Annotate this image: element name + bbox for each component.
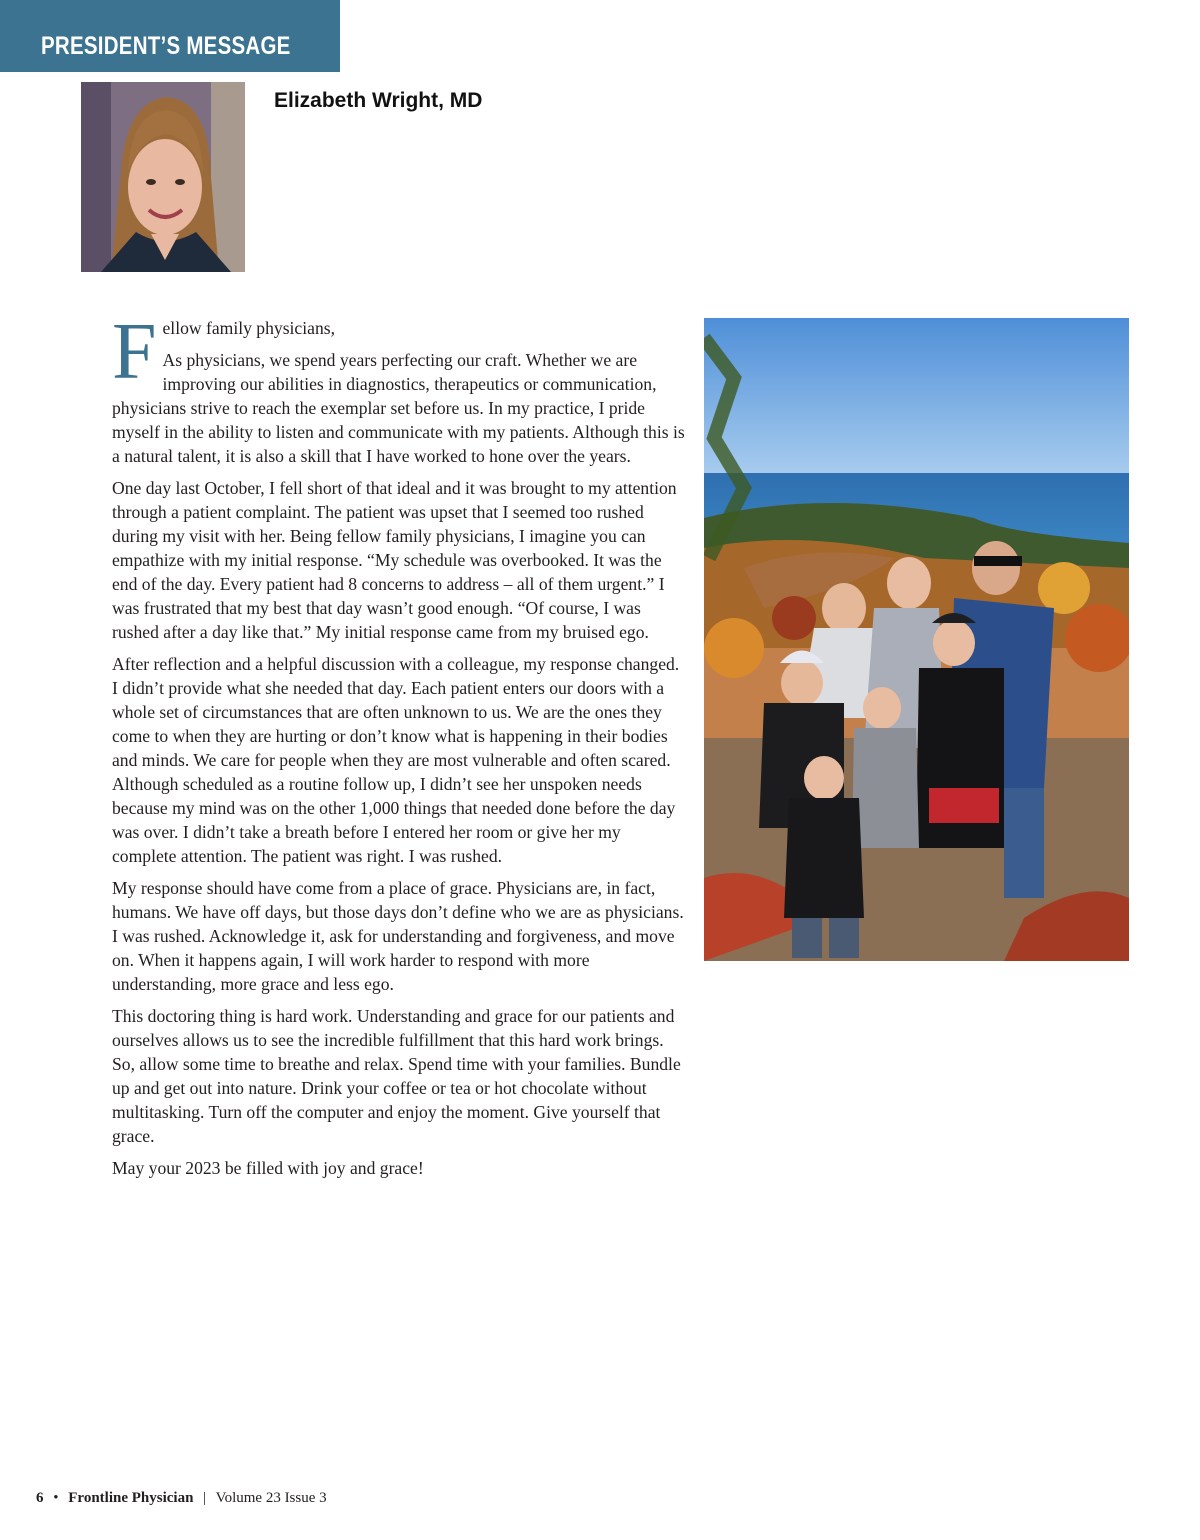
page-footer (36, 1490, 327, 1507)
drop-cap: F (112, 308, 157, 396)
page-number: 6 (36, 1490, 44, 1506)
paragraph-3: After reflection and a helpful discussion with a colleague, my response changed. I didn’t provide what she needed that day. Each patient enters our doors with a whole set of circumstances that are often unknown to us. We are the ones they come to when they are hurting or don’t know what is happening in their bodies and minds. We care for people when they are most vulnerable and often scared. Although scheduled as a routine follow up, I didn’t see her unspoken needs because my mind was on the other 1,000 things that needed done before the day was over. I didn’t take a breath before I entered her room or give her my complete attention. The patient was right. I was rushed. (112, 654, 680, 866)
paragraph-1: As physicians, we spend years perfecting our craft. Whether we are improving our abilities in diagnostics, therapeutics or communication, physicians strive to reach the exemplar set before us. In my practice, I pride myself in the ability to listen and communicate with my patients. Although this is a natural talent, it is also a skill that I have worked to hone over the years. (112, 350, 685, 466)
paragraph-4: My response should have come from a place of grace. Physicians are, in fact, humans. We have off days, but those days don’t define who we are as physicians. I was rushed. Acknowledge it, ask for understanding and forgiveness, and move on. When it happens again, I will work harder to respond with more understanding, more grace and less ego. (112, 878, 684, 994)
publication-name: Frontline Physician (68, 1490, 194, 1506)
salutation: ellow family physicians, (162, 318, 335, 338)
section-header-tab (0, 0, 340, 72)
author-name: Elizabeth Wright, MD (274, 89, 483, 112)
salutation-paragraph (112, 308, 688, 396)
paragraph-6: May your 2023 be filled with joy and grace! (112, 1158, 424, 1178)
issue-label: Volume 23 Issue 3 (215, 1490, 327, 1506)
footer-bullet: • (53, 1490, 59, 1506)
paragraph-2: One day last October, I fell short of that ideal and it was brought to my attention through a patient complaint. The patient was upset that I seemed too rushed during my visit with her. Being fellow family physicians, I imagine you can empathize with my initial response. “My schedule was overbooked. It was the end of the day. Every patient had 8 concerns to address – all of them urgent.” I was frustrated that my best that day wasn’t good enough. “Of course, I was rushed after a day like that.” My initial response came from my bruised ego. (112, 478, 677, 642)
paragraph-5: This doctoring thing is hard work. Understanding and grace for our patients and ourselves allows us to see the incredible fulfillment that this hard work brings. So, allow some time to breathe and relax. Spend time with your families. Bundle up and get out into nature. Drink your coffee or tea or hot chocolate without multitasking. Turn off the computer and enjoy the moment. Give yourself that grace. (112, 1006, 681, 1146)
section-title: PRESIDENT’S MESSAGE (41, 32, 291, 60)
family-photo (704, 318, 1129, 961)
author-portrait (81, 82, 245, 272)
footer-divider: | (203, 1490, 207, 1506)
article-body (112, 308, 688, 1188)
